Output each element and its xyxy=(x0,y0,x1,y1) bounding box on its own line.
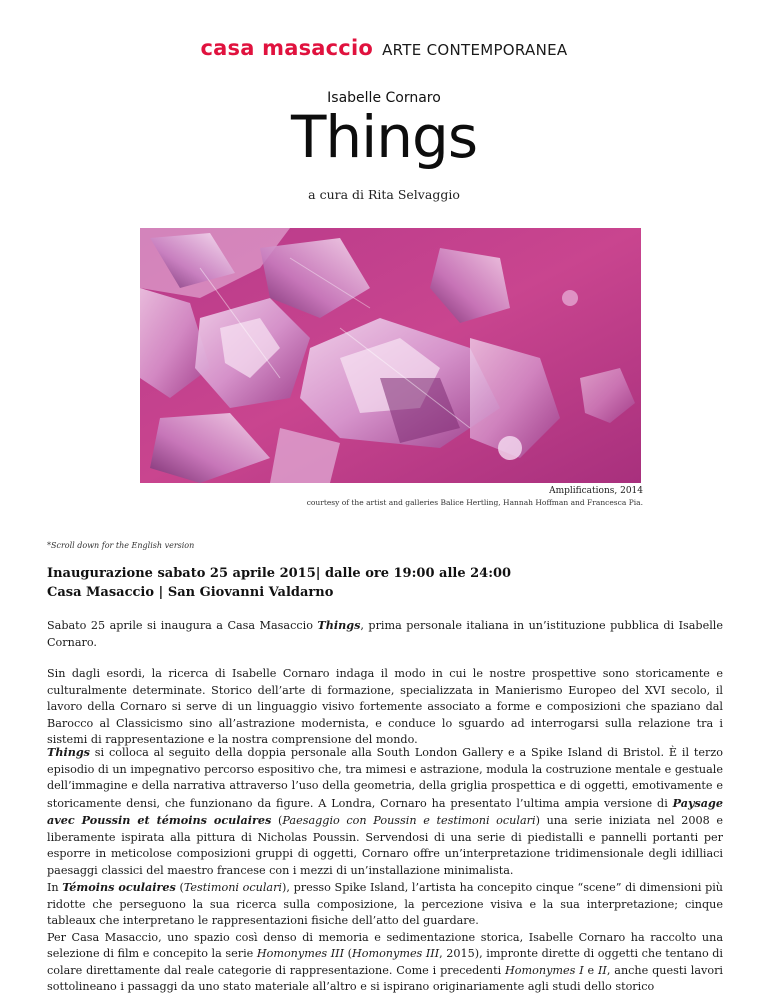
p2-text: Sin dagli esordi, la ricerca di Isabelle Cornaro indaga il modo in cui le nostre prospettive sono storicamente e culturalmente determinate. Storico dell’arte di formazione, specializzata in Manierismo Europeo del XVI secolo, il lavoro della Cornaro si serve di un linguaggio visivo fortemente associato a forme e composizioni che spaziano dal Barocco al Classicismo sino all’astrazione modernista, e conduce lo sguardo ad interrogarsi sulla relazione tra i sistemi di rappresentazione e la nostra comprensione del mondo. xyxy=(47,667,723,746)
artwork-image xyxy=(140,228,641,483)
p5-text-c: ( xyxy=(344,947,352,960)
paragraph-3 xyxy=(47,744,723,996)
p5-work-title-2: Homonymes III xyxy=(351,947,440,960)
p4-text-a: In xyxy=(47,881,63,894)
p5-work-ref-2: II xyxy=(598,963,607,977)
p1-text-c: , prima personale italiana in un’istituzione pubblica di Isabelle Cornaro. xyxy=(47,619,723,649)
p5-text-e: , 2015), impronte dirette di oggetti che tentano di colare direttamente dal reale categorie di rappresentazione. Come i precedenti xyxy=(47,947,723,977)
image-caption-credit: courtesy of the artist and galleries Balice Hertling, Hannah Hoffman and Francesca Pia. xyxy=(306,498,643,507)
p4-work-translation: Testimoni oculari xyxy=(183,881,283,894)
image-caption-title: Amplifications, 2014 xyxy=(549,486,643,496)
p3-text-b: si colloca al seguito della doppia personale alla South London Gallery e a Spike Island di Bristol. È il terzo episodio di un impegnativo percorso espositivo che, tra mimesi e astrazione, modula la costruzione mentale e gestuale dell’immagine e della narrativa attraverso l’uso della geometria, della griglia prospettica e di oggetti, emotivamente e storicamente densi, che funzionano da figure. A Londra, Cornaro ha presentato l’ultima ampia versione di xyxy=(47,746,723,810)
curator-line: a cura di Rita Selvaggio xyxy=(308,187,460,202)
p5-text-a: Per Casa Masaccio, uno spazio così denso di memoria e sedimentazione storica, Isabelle Cornaro ha raccolto una selezione di film e concepito la serie xyxy=(47,930,723,960)
paragraph-1 xyxy=(47,617,723,651)
p5-text-i: , anche questi lavori sottolineano i passaggi da uno stato materiale all’altro e si ispirano originariamente agli studi dello storico xyxy=(47,963,723,993)
artist-name: Isabelle Cornaro xyxy=(327,90,441,106)
masthead xyxy=(0,36,768,60)
p5-work-ref-1: Homonymes I xyxy=(505,963,584,977)
p1-title: Things xyxy=(317,618,361,632)
p5-work-title: Homonymes III xyxy=(256,947,345,960)
p3-work-title: Paysage avec Poussin et témoins oculaires xyxy=(47,795,723,827)
crystal-objects-illustration xyxy=(140,228,641,483)
p1-text-a: Sabato 25 aprile si inaugura a Casa Masaccio xyxy=(47,619,318,632)
p3-text-d: ( xyxy=(271,814,283,827)
venue-line: Casa Masaccio | San Giovanni Valdarno xyxy=(47,585,334,600)
p4-text-c: ( xyxy=(175,881,184,894)
brand-subtitle: ARTE CONTEMPORANEA xyxy=(382,41,568,59)
p5-text-g: e xyxy=(583,963,599,977)
p4-text-e: ), presso Spike Island, l’artista ha concepito cinque “scene” di dimensioni più ridotte che perseguono la sua ricerca sulla composizione, la percezione visiva e la sua interpretazione; cinque tableaux che interpretano le rappresentazioni fisiche dell’atto del guardare. xyxy=(47,881,724,927)
opening-date-line: Inaugurazione sabato 25 aprile 2015| dalle ore 19:00 alle 24:00 xyxy=(47,566,512,581)
p4-work-title: Témoins oculaires xyxy=(62,880,176,894)
scroll-note: *Scroll down for the English version xyxy=(47,541,195,550)
p3-text-f: ) una serie iniziata nel 2008 e liberamente ispirata alla pittura di Nicholas Poussin. Servendosi di una serie di piedistalli e pannelli portanti per esporre in meticolose composizioni gruppi di oggetti, Cornaro offre un’interpretazione tridimensionale degli idilliaci paesaggi classici del maestro francese con i mezzi di un’installazione minimalista. xyxy=(47,814,724,877)
paragraph-2 xyxy=(47,666,723,749)
p3-work-translation: Paesaggio con Poussin e testimoni oculari xyxy=(282,814,536,827)
exhibition-title: Things xyxy=(290,103,478,171)
p3-title: Things xyxy=(47,745,90,759)
brand-name: casa masaccio xyxy=(200,36,373,60)
